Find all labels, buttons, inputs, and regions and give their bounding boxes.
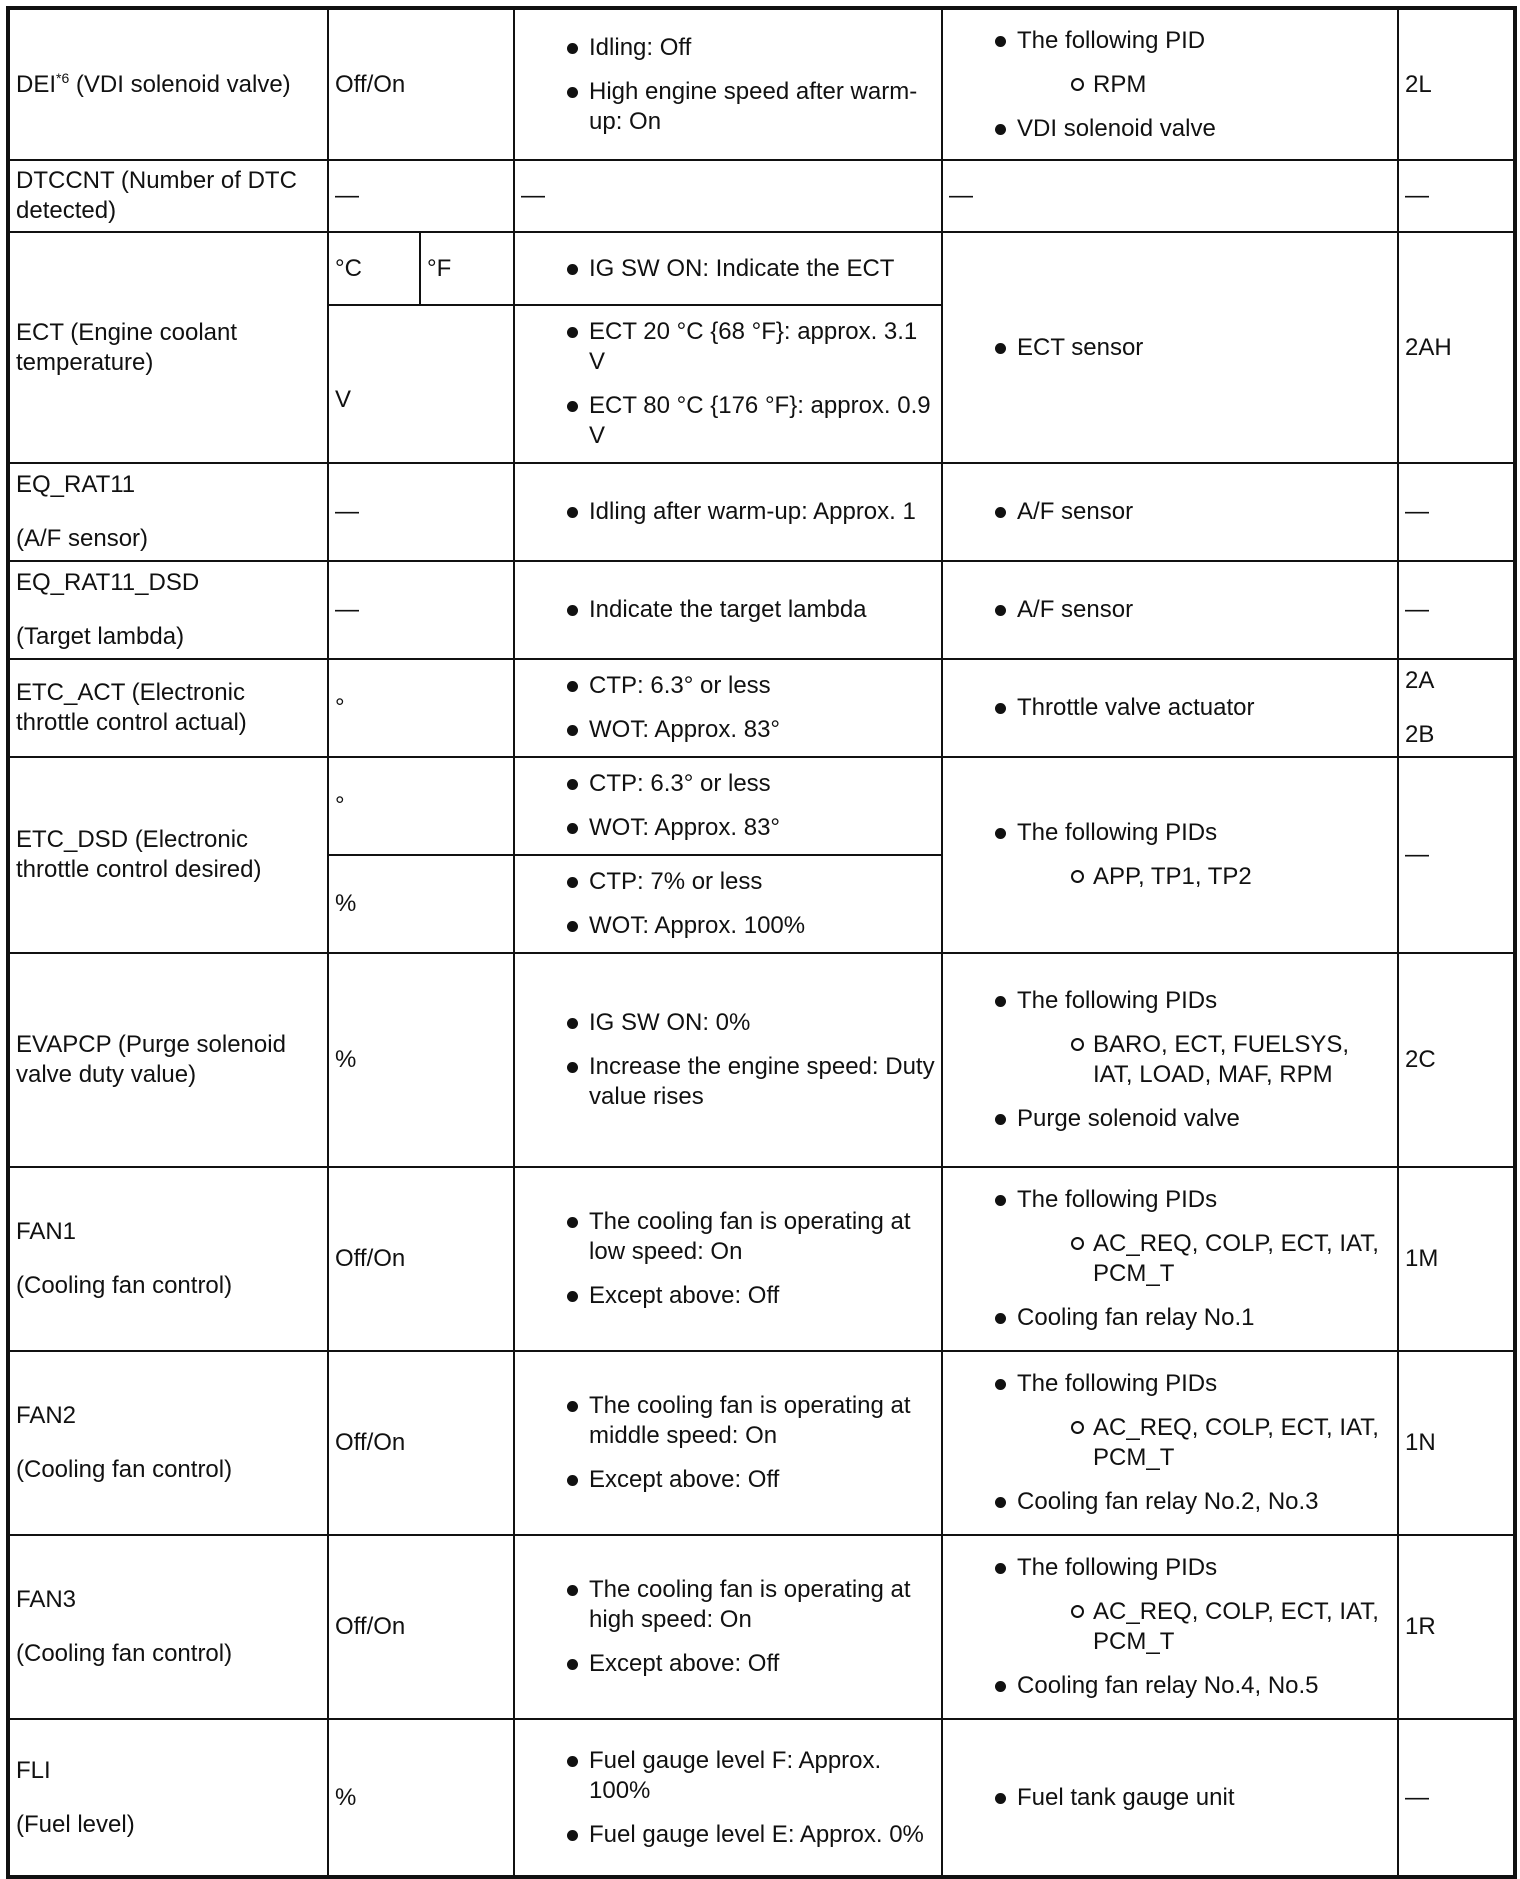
unit-cell: Off/On — [328, 1351, 514, 1535]
terminal-cell: — — [1398, 561, 1515, 659]
list-item: The following PIDs AC_REQ, COLP, ECT, IAT, PCM_T — [949, 1185, 1391, 1289]
terminal-cell: 2AH — [1398, 232, 1515, 463]
inspection-cell — [942, 561, 1398, 659]
table-row — [8, 1719, 1515, 1877]
inspection-cell — [942, 463, 1398, 561]
list-item: Increase the engine speed: Duty value rises — [521, 1052, 935, 1112]
list-item: ECT 20 °C {68 °F}: approx. 3.1 V — [521, 317, 935, 377]
list-item: The following PIDs APP, TP1, TP2 — [949, 818, 1391, 892]
terminal-cell: — — [1398, 160, 1515, 232]
unit-cell: — — [328, 561, 514, 659]
terminal-cell: — — [1398, 463, 1515, 561]
terminal-cell: 1N — [1398, 1351, 1515, 1535]
list-item: A/F sensor — [949, 497, 1391, 527]
table-row — [8, 1167, 1515, 1351]
table-row — [8, 659, 1515, 757]
terminal-cell: 2C — [1398, 953, 1515, 1167]
list-item: Cooling fan relay No.4, No.5 — [949, 1671, 1391, 1701]
list-item: Except above: Off — [521, 1281, 935, 1311]
unit-cell: — — [328, 160, 514, 232]
condition-cell — [514, 561, 942, 659]
list-item: CTP: 6.3° or less — [521, 769, 935, 799]
terminal-cell: 1R — [1398, 1535, 1515, 1719]
condition-cell — [514, 463, 942, 561]
unit-cell-celsius: °C — [328, 232, 420, 305]
condition-cell — [514, 305, 942, 463]
list-item: WOT: Approx. 83° — [521, 715, 935, 745]
list-item: The following PIDs AC_REQ, COLP, ECT, IAT, PCM_T — [949, 1369, 1391, 1473]
pid-name: FAN2 (Cooling fan control) — [8, 1351, 328, 1535]
inspection-cell — [942, 953, 1398, 1167]
list-item: ECT sensor — [949, 333, 1391, 363]
terminal-cell: 2L — [1398, 8, 1515, 160]
list-item: Idling after warm-up: Approx. 1 — [521, 497, 935, 527]
table-row — [8, 1535, 1515, 1719]
list-item: CTP: 7% or less — [521, 867, 935, 897]
unit-cell: % — [328, 1719, 514, 1877]
unit-cell: % — [328, 855, 514, 953]
list-item: IG SW ON: Indicate the ECT — [521, 254, 935, 284]
table-row — [8, 561, 1515, 659]
pid-name: EQ_RAT11_DSD (Target lambda) — [8, 561, 328, 659]
list-item: Fuel tank gauge unit — [949, 1783, 1391, 1813]
terminal-cell: 2A 2B — [1398, 659, 1515, 757]
unit-cell: Off/On — [328, 8, 514, 160]
condition-cell — [514, 953, 942, 1167]
condition-cell — [514, 1167, 942, 1351]
list-item: WOT: Approx. 83° — [521, 813, 935, 843]
unit-cell: ° — [328, 659, 514, 757]
unit-cell: Off/On — [328, 1535, 514, 1719]
list-item: The cooling fan is operating at high speed: On — [521, 1575, 935, 1635]
list-item: Throttle valve actuator — [949, 693, 1391, 723]
list-item: Fuel gauge level E: Approx. 0% — [521, 1820, 935, 1850]
list-item: The following PIDs AC_REQ, COLP, ECT, IAT, PCM_T — [949, 1553, 1391, 1657]
list-item: Except above: Off — [521, 1649, 935, 1679]
inspection-cell — [942, 1351, 1398, 1535]
list-item: The cooling fan is operating at low speed: On — [521, 1207, 935, 1267]
list-item: WOT: Approx. 100% — [521, 911, 935, 941]
list-item: The cooling fan is operating at middle speed: On — [521, 1391, 935, 1451]
unit-cell: — — [328, 463, 514, 561]
sub-list-item: AC_REQ, COLP, ECT, IAT, PCM_T — [1017, 1229, 1391, 1289]
condition-cell — [514, 8, 942, 160]
table-row — [8, 757, 1515, 855]
table-row — [8, 232, 1515, 305]
condition-cell — [514, 855, 942, 953]
sub-list-item: RPM — [1017, 70, 1391, 100]
condition-cell — [514, 757, 942, 855]
list-item: High engine speed after warm-up: On — [521, 77, 935, 137]
unit-cell-fahrenheit: °F — [420, 232, 514, 305]
pid-name: EQ_RAT11 (A/F sensor) — [8, 463, 328, 561]
sub-list-item: APP, TP1, TP2 — [1017, 862, 1391, 892]
table-row — [8, 160, 1515, 232]
list-item: Idling: Off — [521, 33, 935, 63]
inspection-cell — [942, 1535, 1398, 1719]
list-item: CTP: 6.3° or less — [521, 671, 935, 701]
condition-cell — [514, 232, 942, 305]
list-item: Fuel gauge level F: Approx. 100% — [521, 1746, 935, 1806]
list-item: The following PID RPM — [949, 26, 1391, 100]
condition-cell — [514, 659, 942, 757]
inspection-cell — [942, 1167, 1398, 1351]
unit-cell: Off/On — [328, 1167, 514, 1351]
list-item: IG SW ON: 0% — [521, 1008, 935, 1038]
sub-list-item: AC_REQ, COLP, ECT, IAT, PCM_T — [1017, 1413, 1391, 1473]
inspection-cell — [942, 659, 1398, 757]
pid-name: FLI (Fuel level) — [8, 1719, 328, 1877]
table-row — [8, 1351, 1515, 1535]
inspection-cell — [942, 1719, 1398, 1877]
inspection-cell — [942, 757, 1398, 953]
sub-list-item: AC_REQ, COLP, ECT, IAT, PCM_T — [1017, 1597, 1391, 1657]
unit-cell: V — [328, 305, 514, 463]
condition-cell — [514, 1351, 942, 1535]
condition-cell: — — [514, 160, 942, 232]
list-item: VDI solenoid valve — [949, 114, 1391, 144]
pid-name: ETC_ACT (Electronic throttle control actual) — [8, 659, 328, 757]
pid-name: ECT (Engine coolant temperature) — [8, 232, 328, 463]
inspection-cell — [942, 8, 1398, 160]
unit-cell: % — [328, 953, 514, 1167]
terminal-cell: — — [1398, 1719, 1515, 1877]
list-item: Cooling fan relay No.1 — [949, 1303, 1391, 1333]
pid-name: DTCCNT (Number of DTC detected) — [8, 160, 328, 232]
list-item: Cooling fan relay No.2, No.3 — [949, 1487, 1391, 1517]
list-item: ECT 80 °C {176 °F}: approx. 0.9 V — [521, 391, 935, 451]
inspection-cell — [942, 232, 1398, 463]
pid-name: EVAPCP (Purge solenoid valve duty value) — [8, 953, 328, 1167]
terminal-cell: 1M — [1398, 1167, 1515, 1351]
list-item: The following PIDs BARO, ECT, FUELSYS, IAT, LOAD, MAF, RPM — [949, 986, 1391, 1090]
table-row — [8, 463, 1515, 561]
table-row — [8, 953, 1515, 1167]
unit-cell: ° — [328, 757, 514, 855]
pid-name: FAN3 (Cooling fan control) — [8, 1535, 328, 1719]
condition-cell — [514, 1719, 942, 1877]
list-item: Indicate the target lambda — [521, 595, 935, 625]
pid-monitor-table — [6, 6, 1517, 1879]
condition-cell — [514, 1535, 942, 1719]
table-row — [8, 8, 1515, 160]
pid-name: ETC_DSD (Electronic throttle control desired) — [8, 757, 328, 953]
pid-name: FAN1 (Cooling fan control) — [8, 1167, 328, 1351]
pid-name: DEI$^{*6}$ (VDI solenoid valve) — [8, 8, 328, 160]
list-item: A/F sensor — [949, 595, 1391, 625]
sub-list-item: BARO, ECT, FUELSYS, IAT, LOAD, MAF, RPM — [1017, 1030, 1391, 1090]
list-item: Except above: Off — [521, 1465, 935, 1495]
inspection-cell: — — [942, 160, 1398, 232]
list-item: Purge solenoid valve — [949, 1104, 1391, 1134]
terminal-cell: — — [1398, 757, 1515, 953]
